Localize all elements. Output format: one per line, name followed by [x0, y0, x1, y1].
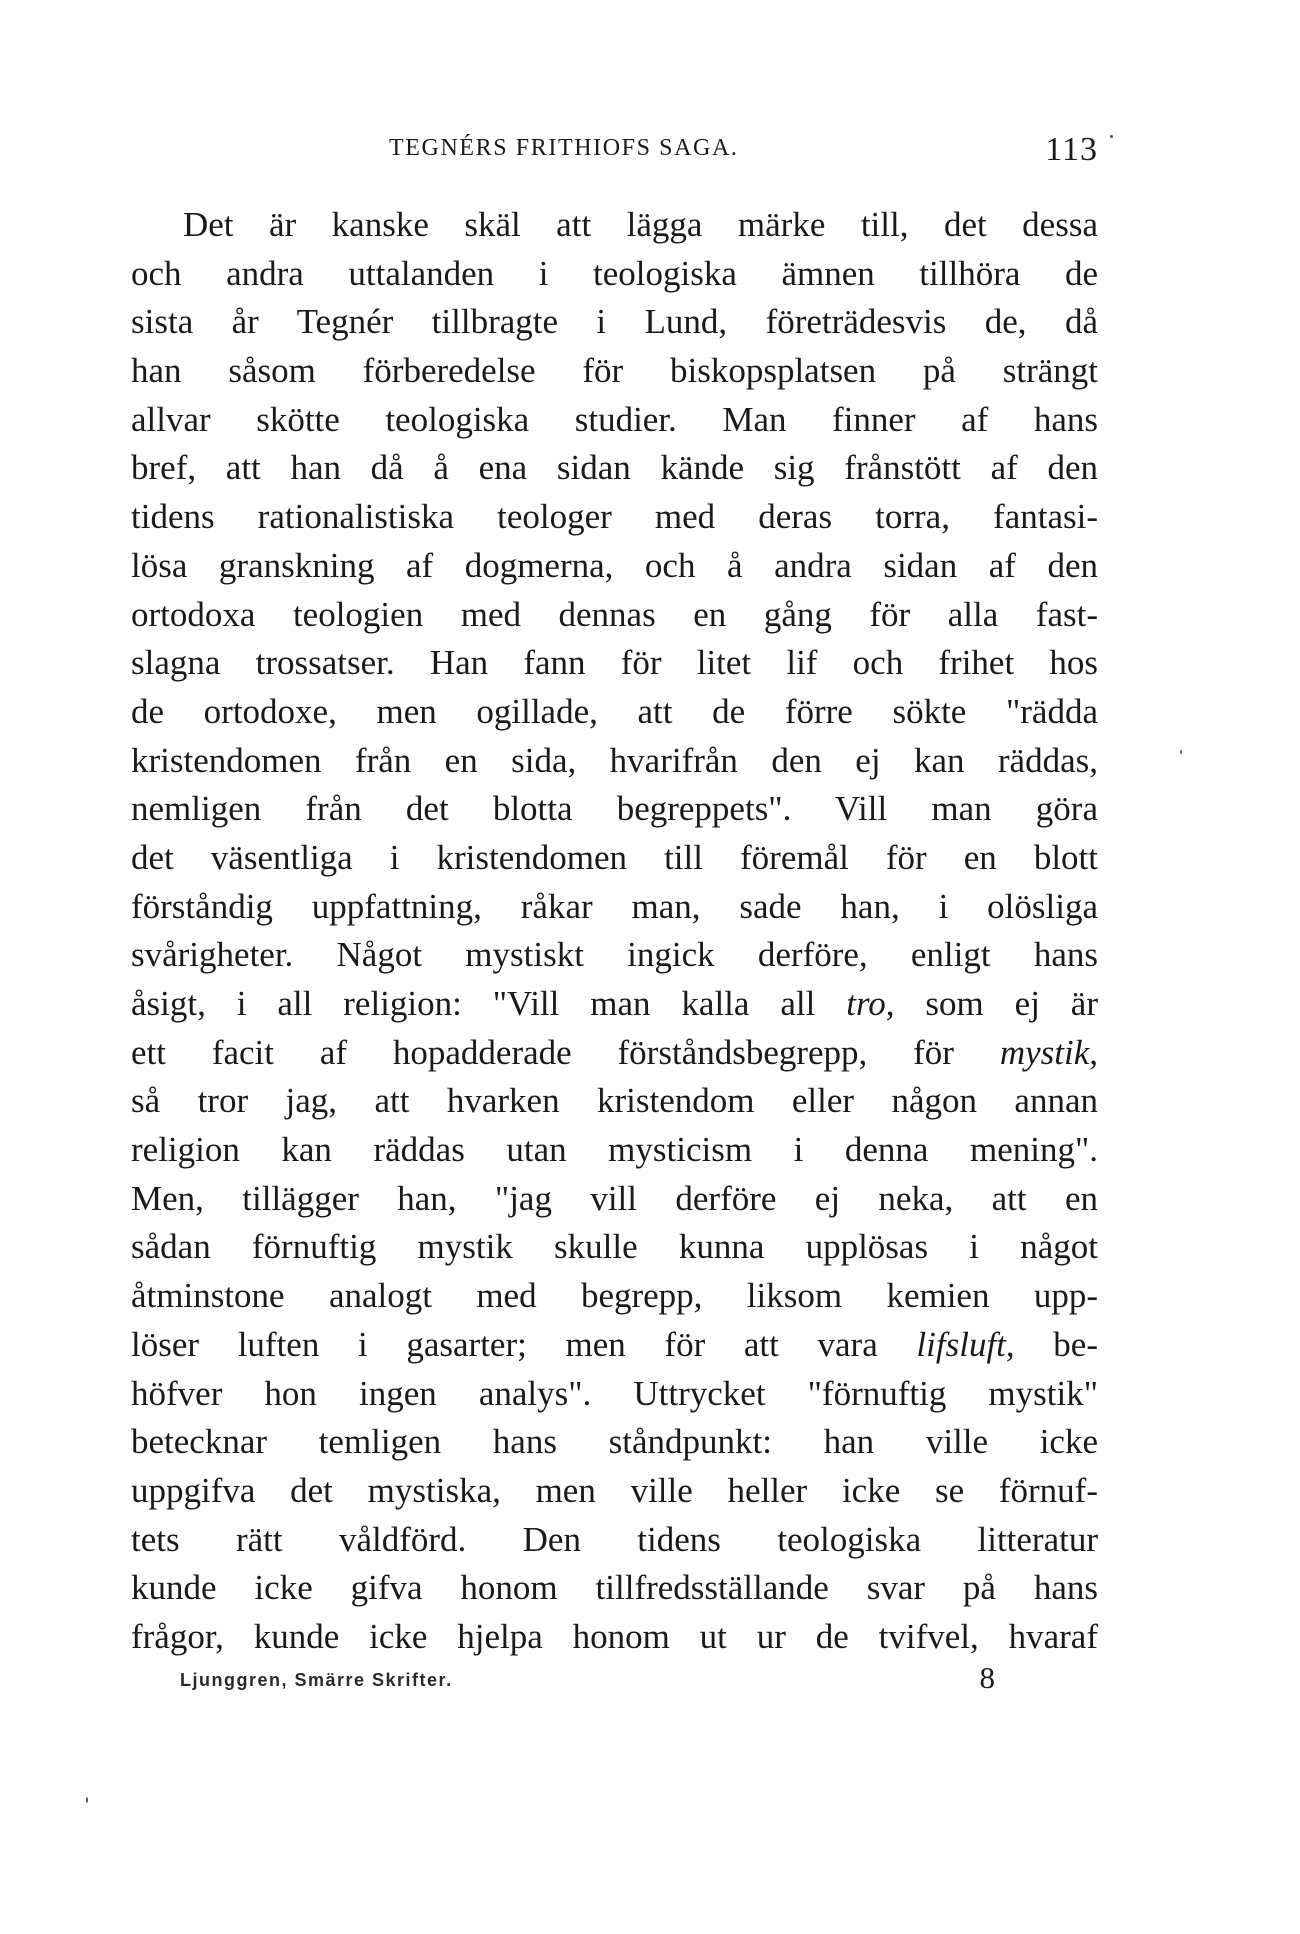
italic-word: mystik [999, 1032, 1090, 1072]
signature-number: 8 [979, 1660, 995, 1695]
italic-word: lifsluft [916, 1324, 1006, 1364]
text-line: ortodoxa teologien med dennas en gång för alla fast- [131, 594, 1098, 634]
text-line [131, 1029, 1098, 1078]
text-segment: åsigt, i all religion: "Vill man kalla all [131, 984, 847, 1023]
text-line: de ortodoxe, men ogillade, att de förre sökte "rädda [131, 691, 1098, 731]
text-line: Men, tillägger han, "jag vill derföre ej neka, att en [131, 1178, 1098, 1218]
paper-speck [1110, 135, 1113, 138]
text-line: svårigheter. Något mystiskt ingick derföre, enligt hans [131, 935, 1098, 975]
text-line: kristendomen från en sida, hvarifrån den ej kan räddas, [131, 740, 1098, 780]
text-line: tets rätt våldförd. Den tidens teologiska litteratur [131, 1519, 1098, 1559]
text-line: han såsom förberedelse för biskopsplatsen på strängt [131, 351, 1098, 391]
text-line: slagna trossatser. Han fann för litet lif och frihet hos [131, 643, 1098, 683]
text-line: nemligen från det blotta begreppets". Vill man göra [131, 789, 1098, 829]
text-line: och andra uttalanden i teologiska ämnen tillhöra de [131, 253, 1098, 293]
text-line: tidens rationalistiska teologer med deras torra, fantasi- [131, 497, 1098, 537]
text-line: betecknar temligen hans ståndpunkt: han ville icke [131, 1422, 1098, 1462]
text-line: frågor, kunde icke hjelpa honom ut ur de tvifvel, hvaraf [131, 1616, 1098, 1656]
text-line: så tror jag, att hvarken kristendom eller någon annan [131, 1081, 1098, 1121]
text-line [131, 1321, 1098, 1370]
text-segment: , be- [1005, 1324, 1098, 1364]
paper-speck [1180, 750, 1182, 754]
page-header [389, 131, 1098, 175]
text-line: sista år Tegnér tillbragte i Lund, företrädesvis de, då [131, 302, 1098, 342]
text-line: bref, att han då å ena sidan kände sig frånstött af den [131, 448, 1098, 488]
text-line: höfver hon ingen analys". Uttrycket "förnuftig mystik" [131, 1373, 1098, 1413]
text-line: lösa granskning af dogmerna, och å andra sidan af den [131, 545, 1098, 585]
text-line: uppgifva det mystiska, men ville heller icke se förnuf- [131, 1470, 1098, 1510]
body-text [131, 201, 1098, 1662]
text-line: sådan förnuftig mystik skulle kunna upplösas i något [131, 1227, 1098, 1267]
running-title: TEGNÉRS FRITHIOFS SAGA. [389, 135, 739, 161]
paper-speck [86, 1797, 88, 1803]
text-segment: , [1089, 1032, 1098, 1072]
text-line: kunde icke gifva honom tillfredsställande svar på hans [131, 1568, 1098, 1608]
text-line: religion kan räddas utan mysticism i denna mening". [131, 1130, 1098, 1170]
page-number: 113 [1045, 131, 1098, 168]
text-line: åtminstone analogt med begrepp, liksom kemien upp- [131, 1276, 1098, 1316]
page-footer [180, 1660, 995, 1710]
text-segment: ett facit af hopadderade förståndsbegrepp, för [131, 1032, 1000, 1072]
text-line: förståndig uppfattning, råkar man, sade han, i olösliga [131, 886, 1098, 926]
text-line: det väsentliga i kristendomen till föremål för en blott [131, 837, 1098, 877]
text-line: allvar skötte teologiska studier. Man finner af hans [131, 399, 1098, 439]
italic-word: tro [846, 984, 886, 1023]
text-line: Det är kanske skäl att lägga märke till, det dessa [183, 205, 1098, 244]
text-segment: , som ej är [885, 984, 1098, 1023]
text-line [131, 980, 1098, 1029]
text-segment: löser luften i gasarter; men för att vara [131, 1324, 917, 1364]
printer-signature: Ljunggren, Smärre Skrifter. [180, 1670, 453, 1690]
